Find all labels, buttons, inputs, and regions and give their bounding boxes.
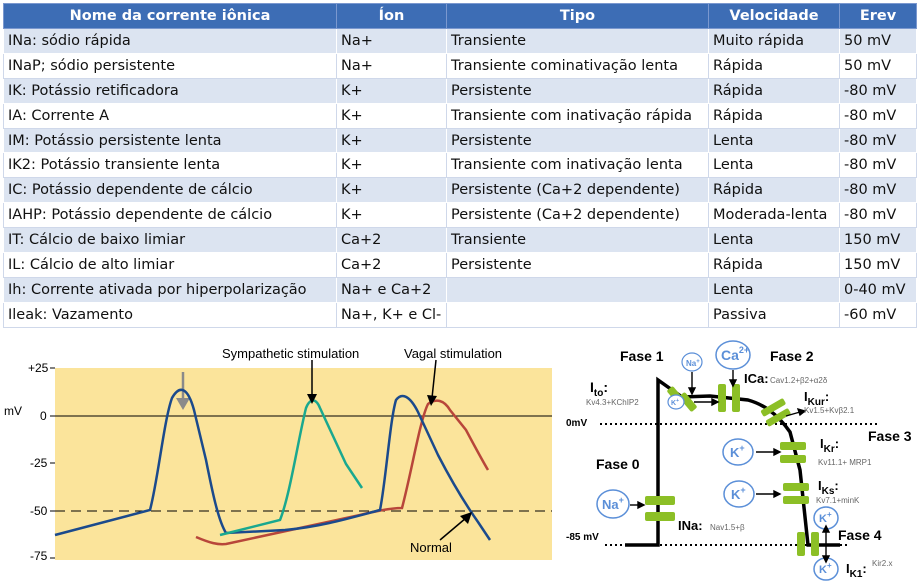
ikr-channel xyxy=(780,442,806,463)
cell-ion: K+ xyxy=(337,78,447,103)
cell-speed: Passiva xyxy=(709,302,840,327)
cell-ion: Na+ xyxy=(337,53,447,78)
cell-type: Persistente (Ca+2 dependente) xyxy=(447,203,709,228)
chart-background xyxy=(55,368,552,560)
table-row xyxy=(4,228,917,253)
ito-label: $I_{to}$: xyxy=(590,379,609,399)
table-row xyxy=(4,29,917,54)
ik1-label: $I_{K1}$: xyxy=(846,561,867,580)
table-row xyxy=(4,178,917,203)
cell-type: Transiente xyxy=(447,29,709,54)
cell-type: Persistente (Ca+2 dependente) xyxy=(447,178,709,203)
cell-ion: K+ xyxy=(337,178,447,203)
cell-ion: K+ xyxy=(337,103,447,128)
ica-label: ICa: xyxy=(744,371,769,386)
svg-text:Ca2+: $Ca^{2+}$ xyxy=(721,345,750,363)
table-row xyxy=(4,253,917,278)
cell-speed: Lenta xyxy=(709,228,840,253)
cell-name: IM: Potássio persistente lenta xyxy=(4,128,337,153)
cell-speed: Lenta xyxy=(709,153,840,178)
table-row xyxy=(4,277,917,302)
svg-text:K+: K+ xyxy=(731,485,746,502)
table-row xyxy=(4,53,917,78)
minus85-label: -85 mV xyxy=(566,532,599,543)
cell-ion: Na+, K+ e Cl- xyxy=(337,302,447,327)
header-ion: Íon xyxy=(337,4,447,29)
cell-speed: Lenta xyxy=(709,277,840,302)
header-erev: Erev xyxy=(840,4,917,29)
fase0-label: Fase 0 xyxy=(596,456,640,472)
cell-ion: K+ xyxy=(337,203,447,228)
y-tick-minus50: -50 xyxy=(30,504,48,518)
cell-erev: -80 mV xyxy=(840,78,917,103)
cell-name: Ih: Corrente ativada por hiperpolarização xyxy=(4,277,337,302)
na-ion-phase1 xyxy=(682,353,702,371)
cell-type: Transiente cominativação lenta xyxy=(447,53,709,78)
cell-speed: Moderada-lenta xyxy=(709,203,840,228)
table-row xyxy=(4,203,917,228)
cell-erev: 50 mV xyxy=(840,53,917,78)
ca-ion xyxy=(716,341,750,369)
y-tick-minus25: -25 xyxy=(30,456,48,470)
cell-erev: -80 mV xyxy=(840,103,917,128)
cell-name: IL: Cálcio de alto limiar xyxy=(4,253,337,278)
k-ion-iks xyxy=(724,481,754,507)
ion-current-table xyxy=(3,3,917,328)
cell-ion: K+ xyxy=(337,128,447,153)
svg-text:K+: K+ xyxy=(671,398,679,407)
zero-mv-label: 0mV xyxy=(566,418,588,429)
ica-genes: Cav1.2+β2+α2δ xyxy=(770,376,828,385)
svg-text:K+: K+ xyxy=(819,561,832,576)
ina-channel xyxy=(645,496,675,521)
header-type: Tipo xyxy=(447,4,709,29)
table-body xyxy=(4,29,917,328)
cell-speed: Lenta xyxy=(709,128,840,153)
cell-name: IT: Cálcio de baixo limiar xyxy=(4,228,337,253)
cell-ion: K+ xyxy=(337,153,447,178)
svg-text:K+: K+ xyxy=(730,443,745,460)
cell-type: Persistente xyxy=(447,128,709,153)
table-row xyxy=(4,153,917,178)
sympathetic-label: Sympathetic stimulation xyxy=(222,346,360,361)
y-unit: mV xyxy=(4,404,22,418)
y-tick-plus25: +25 xyxy=(28,361,49,375)
y-tick-0: 0 xyxy=(40,409,47,423)
vagal-label: Vagal stimulation xyxy=(404,346,503,361)
cell-name: IA: Corrente A xyxy=(4,103,337,128)
cell-type: Transiente xyxy=(447,228,709,253)
cell-ion: Na+ e Ca+2 xyxy=(337,277,447,302)
cell-speed: Rápida xyxy=(709,103,840,128)
svg-text:K+: K+ xyxy=(819,510,832,525)
action-potential-chart xyxy=(0,338,560,588)
cell-name: Ileak: Vazamento xyxy=(4,302,337,327)
cell-ion: Ca+2 xyxy=(337,228,447,253)
cell-name: IAHP: Potássio dependente de cálcio xyxy=(4,203,337,228)
header-speed: Velocidade xyxy=(709,4,840,29)
table-header-row xyxy=(4,4,917,29)
iks-channel xyxy=(783,483,809,504)
cell-name: INaP; sódio persistente xyxy=(4,53,337,78)
ito-genes: Kv4.3+KChIP2 xyxy=(586,398,639,407)
cell-speed: Rápida xyxy=(709,78,840,103)
na-ion-phase0 xyxy=(597,490,629,518)
cell-erev: 150 mV xyxy=(840,253,917,278)
iks-label: $I_{Ks}$: xyxy=(818,478,839,497)
ikur-label: $I_{Kur}$: xyxy=(804,389,830,408)
cell-name: IC: Potássio dependente de cálcio xyxy=(4,178,337,203)
table-row xyxy=(4,128,917,153)
cell-erev: -80 mV xyxy=(840,178,917,203)
svg-text:Na+: Na+ xyxy=(686,359,700,368)
fase2-label: Fase 2 xyxy=(770,348,814,364)
cell-speed: Rápida xyxy=(709,53,840,78)
cell-type: Transiente com inativação lenta xyxy=(447,153,709,178)
ina-genes: Nav1.5+β xyxy=(710,523,745,532)
table-row xyxy=(4,78,917,103)
cell-type xyxy=(447,302,709,327)
cell-name: IK2: Potássio transiente lenta xyxy=(4,153,337,178)
cell-speed: Muito rápida xyxy=(709,29,840,54)
cell-ion: Ca+2 xyxy=(337,253,447,278)
y-tick-minus75: -75 xyxy=(30,549,48,563)
ikr-genes: Kv11.1+ MRP1 xyxy=(818,458,872,467)
ikur-genes: Kv1.5+Kvβ2.1 xyxy=(804,406,855,415)
y-axis-ticks xyxy=(50,368,55,558)
table-row xyxy=(4,103,917,128)
table-row xyxy=(4,302,917,327)
cell-name: INa: sódio rápida xyxy=(4,29,337,54)
ion-channel-phase-diagram xyxy=(560,338,922,588)
cell-type: Persistente xyxy=(447,253,709,278)
cell-erev: -60 mV xyxy=(840,302,917,327)
ikr-label: $I_{Kr}$: xyxy=(820,436,840,455)
cell-name: IK: Potássio retificadora xyxy=(4,78,337,103)
cell-erev: -80 mV xyxy=(840,128,917,153)
k-ion-ikr xyxy=(723,439,753,465)
cell-type xyxy=(447,277,709,302)
fase1-label: Fase 1 xyxy=(620,348,664,364)
iks-genes: Kv7.1+minK xyxy=(816,496,860,505)
cell-erev: 50 mV xyxy=(840,29,917,54)
cell-erev: 0-40 mV xyxy=(840,277,917,302)
cell-speed: Rápida xyxy=(709,253,840,278)
fase3-label: Fase 3 xyxy=(868,428,912,444)
normal-label: Normal xyxy=(410,540,452,555)
k-ion-phase1 xyxy=(668,395,684,409)
cell-type: Persistente xyxy=(447,78,709,103)
cell-erev: -80 mV xyxy=(840,203,917,228)
header-name: Nome da corrente iônica xyxy=(4,4,337,29)
fase4-label: Fase 4 xyxy=(838,527,882,543)
cell-erev: 150 mV xyxy=(840,228,917,253)
cell-ion: Na+ xyxy=(337,29,447,54)
svg-text:Na+: Na+ xyxy=(602,495,624,512)
ina-label: INa: xyxy=(678,518,703,533)
ik1-genes: Kir2.x xyxy=(872,559,893,568)
ikur-channel xyxy=(760,398,791,427)
cell-type: Transiente com inativação rápida xyxy=(447,103,709,128)
cell-speed: Rápida xyxy=(709,178,840,203)
cell-erev: -80 mV xyxy=(840,153,917,178)
